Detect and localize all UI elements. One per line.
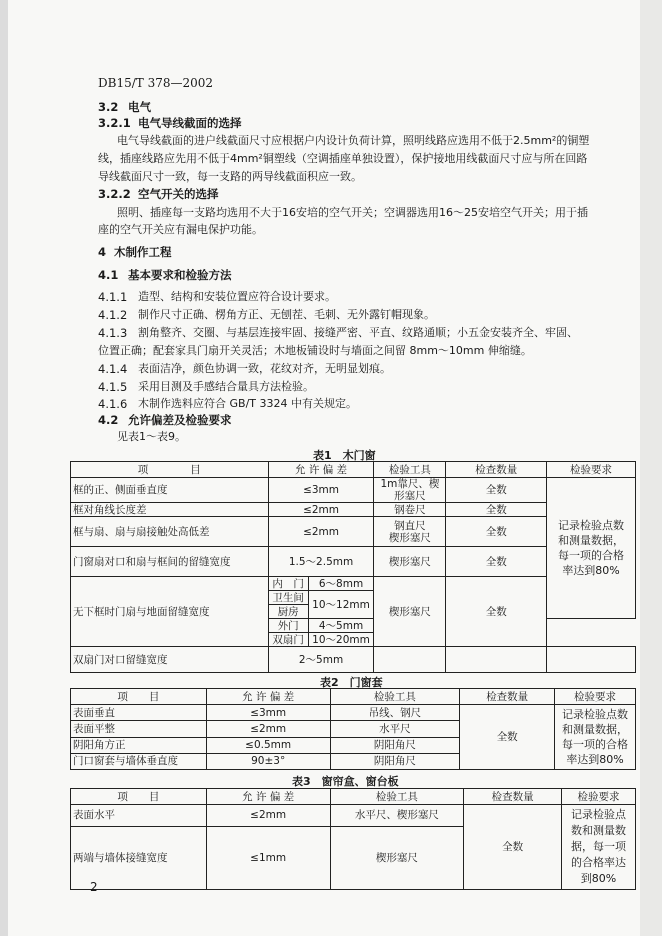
table-cell: ≤1mm [206,826,330,889]
table-cell: 1.5～2.5mm [268,547,374,577]
clause-text: 位置正确；配套家具门扇开关灵活；木地板铺设时与墙面之间留 8mm～10mm 伸缩缝。 [98,344,532,357]
section-title: 空气开关的选择 [138,187,219,201]
header-cell: 检验工具 [330,789,464,805]
table-cell: ≤2mm [268,517,374,547]
header-cell: 检查数量 [460,689,555,705]
table-cell: ≤2mm [206,805,330,827]
header-cell: 检验要求 [562,789,636,805]
clause-num: 4.1.4 [98,362,128,376]
table-cell: 90±3° [206,753,330,769]
section-num: 3.2 [98,100,119,114]
clause-text: 制作尺寸正确、楞角方正、无刨茬、毛刺、无外露钉帽现象。 [138,308,435,321]
sub-value-cell: 10～12mm [308,591,374,619]
header-cell: 项 目 [71,462,269,478]
table-cell: 阴阳角尺 [330,753,460,769]
table-cell: 楔形塞尺 [374,577,446,647]
requirement-cell: 记录检验点数和测量数据，每一项的合格率达到80% [547,478,636,619]
table-wood-doors-windows [70,461,636,673]
doc-code: DB15/T 378—2002 [98,76,214,90]
table-cell: 双扇门对口留缝宽度 [71,647,269,673]
table-cell: 两端与墙体接缝宽度 [71,826,207,889]
table-cell: 全数 [446,503,547,517]
requirement-cell: 记录检验点数和测量数据，每一项的合格率达到80% [555,705,636,770]
sub-value-cell: 10～20mm [308,633,374,647]
clause-text: 造型、结构和安装位置应符合设计要求。 [138,290,336,303]
page-number: 2 [90,880,98,894]
clause-text: 割角整齐、交圈、与基层连接牢固、接缝严密、平直、纹路通顺；小五金安装齐全、牢固、 [138,326,578,339]
clause-text: 木制作选料应符合 GB/T 3324 中有关规定。 [138,397,357,410]
paragraph-line: 照明、插座每一支路均选用不大于16安培的空气开关；空调器选用16～25安培空气开关；用于插 [117,206,588,219]
header-cell: 检验工具 [374,462,446,478]
paragraph-line: 座的空气开关应有漏电保护功能。 [98,223,263,236]
clause-num: 4.1.5 [98,380,128,394]
table-door-window-casing [70,688,636,770]
table-cell: 无下框时门扇与地面留缝宽度 [71,577,269,647]
clause-num: 4.1.3 [98,326,128,340]
section-num: 4.1 [98,268,119,282]
table-caption: 表2 门窗套 [320,676,383,689]
sub-item-cell: 外门 [268,619,308,633]
table-cell: 全数 [446,547,547,577]
section-num: 3.2.2 [98,187,131,201]
table-cell: ≤3mm [268,478,374,503]
paragraph-line: 导线截面尺寸一致，每一支路的两导线截面积应一致。 [98,170,362,183]
table-cell: 门窗扇对口和扇与框间的留缝宽度 [71,547,269,577]
sub-item-cell: 内 门 [268,577,308,591]
table-cell: 表面垂直 [71,705,207,721]
table-cell: 全数 [464,805,562,890]
table-cell: 1m靠尺、楔形塞尺 [374,478,446,503]
table-cell: 钢直尺 楔形塞尺 [374,517,446,547]
header-cell: 项 目 [71,689,207,705]
table-cell: ≤2mm [206,721,330,737]
table-cell: 全数 [446,577,547,647]
table-cell: 楔形塞尺 [330,826,464,889]
table-cell: 水平尺 [330,721,460,737]
table-cell: 框的正、侧面垂直度 [71,478,269,503]
section-title: 木制作工程 [114,245,172,259]
header-cell: 允 许 偏 差 [206,689,330,705]
sub-item-cell: 卫生间 [268,591,308,605]
sub-value-cell: 6～8mm [308,577,374,591]
see-tables-note: 见表1～表9。 [117,430,186,443]
clause-num: 4.1.1 [98,290,128,304]
paragraph-line: 电气导线截面的进户线截面尺寸应根据户内设计负荷计算，照明线路应选用不低于2.5mm²的铜塑 [117,134,590,147]
table-cell: ≤0.5mm [206,737,330,753]
header-cell: 检查数量 [446,462,547,478]
table-cell: 水平尺、楔形塞尺 [330,805,464,827]
table-cell: ≤2mm [268,503,374,517]
table-caption: 表3 窗帘盒、窗台板 [292,775,399,788]
header-cell: 检验工具 [330,689,460,705]
table-cell: 表面水平 [71,805,207,827]
header-cell: 检查数量 [464,789,562,805]
paragraph-line: 线，插座线路应先用不低于4mm²铜塑线（空调插座单独设置），保护接地用线截面尺寸应与所在回路 [98,152,588,165]
table-cell: 阴阳角尺 [330,737,460,753]
table-cell: 框与扇、扇与扇接触处高低差 [71,517,269,547]
header-cell: 检验要求 [547,462,636,478]
section-num: 3.2.1 [98,116,131,130]
header-cell: 允 许 偏 差 [206,789,330,805]
table-cell: 吊线、钢尺 [330,705,460,721]
table-cell: 框对角线长度差 [71,503,269,517]
clause-text: 采用目测及手感结合量具方法检验。 [138,380,314,393]
header-cell: 项 目 [71,789,207,805]
sub-item-cell: 厨房 [268,605,308,619]
table-cell: 阴阳角方正 [71,737,207,753]
table-cell: ≤3mm [206,705,330,721]
header-cell: 允 许 偏 差 [268,462,374,478]
clause-num: 4.1.6 [98,397,128,411]
clause-num: 4.1.2 [98,308,128,322]
section-title: 基本要求和检验方法 [128,268,232,282]
sub-value-cell: 4～5mm [308,619,374,633]
table-cell: 楔形塞尺 [374,547,446,577]
header-cell: 检验要求 [555,689,636,705]
table-cell: 全数 [446,478,547,503]
clause-text: 表面洁净，颜色协调一致，花纹对齐，无明显划痕。 [138,362,391,375]
table-cell: 表面平整 [71,721,207,737]
section-title: 允许偏差及检验要求 [128,413,232,427]
sub-item-cell: 双扇门 [268,633,308,647]
requirement-cell: 记录检验点数和测量数据，每一项的合格率达到80% [562,805,636,890]
table-cell: 全数 [460,705,555,770]
table-cell: 钢卷尺 [374,503,446,517]
table-curtain-box-sill [70,788,636,890]
table-cell: 2～5mm [268,647,374,673]
table-cell: 全数 [446,517,547,547]
table-caption: 表1 木门窗 [313,449,376,462]
section-num: 4 [98,245,107,259]
section-num: 4.2 [98,413,119,427]
table-cell: 门口窗套与墙体垂直度 [71,753,207,769]
page-fold [640,0,662,936]
section-title: 电气导线截面的选择 [138,116,242,130]
section-title: 电气 [128,100,151,114]
